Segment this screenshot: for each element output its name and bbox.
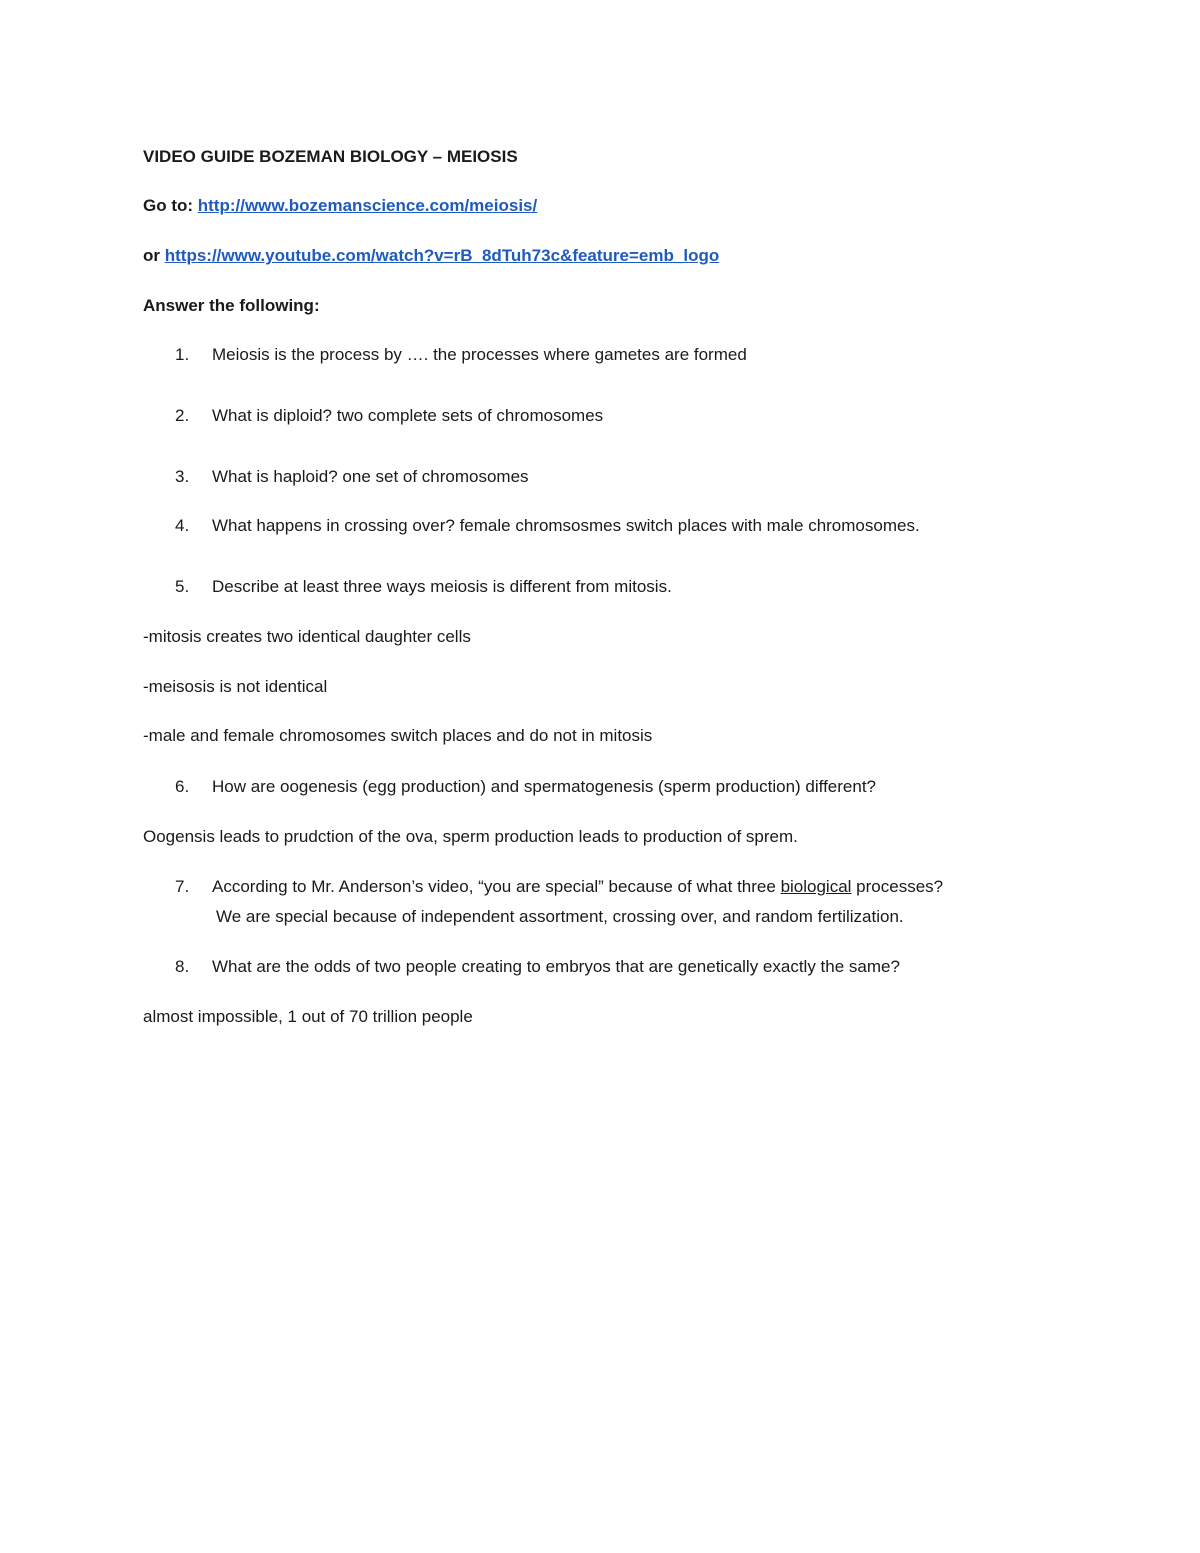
question-text-part: According to Mr. Anderson’s video, “you are special” because of what three (212, 877, 781, 896)
question-text (212, 876, 943, 898)
question-number: 8. (175, 957, 190, 976)
answer-line: -male and female chromosomes switch places and do not in mitosis (143, 726, 653, 745)
answer-line: Oogensis leads to prudction of the ova, sperm production leads to production of sprem. (143, 827, 798, 846)
answer-line: -mitosis creates two identical daughter cells (143, 627, 471, 646)
document-title: VIDEO GUIDE BOZEMAN BIOLOGY – MEIOSIS (143, 147, 518, 166)
or-line (143, 245, 719, 267)
question-text: Describe at least three ways meiosis is different from mitosis. (212, 577, 672, 596)
question-text-underlined: biological (780, 877, 852, 896)
question-number: 2. (175, 406, 190, 425)
question-text: Meiosis is the process by …. the processes where gametes are formed (212, 345, 747, 364)
answer-line: We are special because of independent assortment, crossing over, and random fertilization. (216, 907, 904, 926)
question-text: What happens in crossing over? female chromsosmes switch places with male chromosomes. (212, 516, 920, 535)
question-number: 6. (175, 777, 190, 796)
question-number: 7. (175, 877, 190, 896)
question-number: 3. (175, 467, 190, 486)
question-text: What are the odds of two people creating to embryos that are genetically exactly the same? (212, 957, 900, 976)
question-text: What is diploid? two complete sets of chromosomes (212, 406, 604, 425)
question-number: 1. (175, 345, 190, 364)
youtube-link[interactable]: https://www.youtube.com/watch?v=rB_8dTuh73c&feature=emb_logo (164, 246, 720, 265)
bozemanscience-link[interactable]: http://www.bozemanscience.com/meiosis/ (197, 196, 538, 215)
or-label: or (143, 246, 165, 265)
answer-line: -meisosis is not identical (143, 677, 328, 696)
answer-line: almost impossible, 1 out of 70 trillion people (143, 1007, 473, 1026)
question-text: How are oogenesis (egg production) and spermatogenesis (sperm production) different? (212, 777, 877, 796)
question-number: 4. (175, 516, 190, 535)
question-text-part: processes? (851, 877, 944, 896)
question-text: What is haploid? one set of chromosomes (212, 467, 529, 486)
goto-label: Go to: (143, 196, 198, 215)
goto-line (143, 195, 537, 217)
question-number: 5. (175, 577, 190, 596)
instructions: Answer the following: (143, 296, 320, 315)
